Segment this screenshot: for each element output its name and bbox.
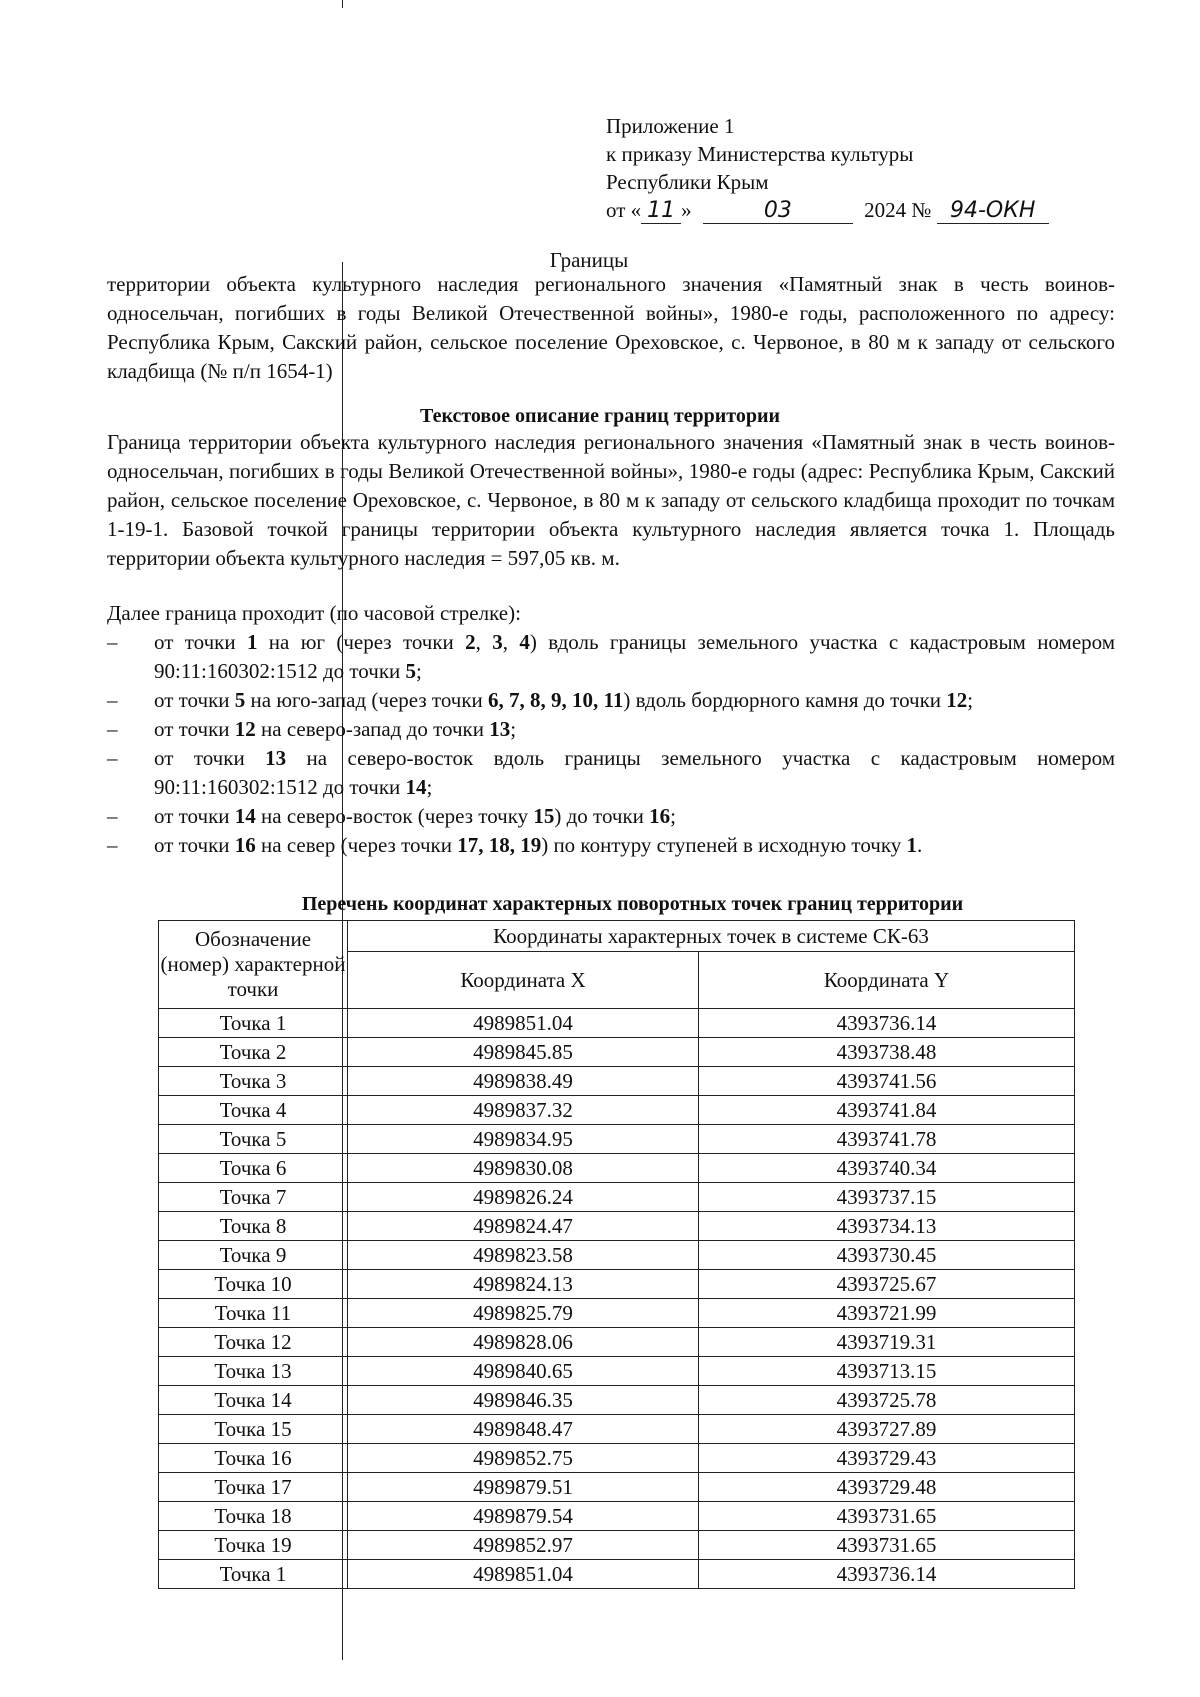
coord-x-cell: 4989826.24 xyxy=(348,1183,699,1212)
coord-y-cell: 4393731.65 xyxy=(699,1502,1075,1531)
date-mid: » xyxy=(681,198,692,222)
coord-x-cell: 4989837.32 xyxy=(348,1096,699,1125)
coord-y-cell: 4393727.89 xyxy=(699,1415,1075,1444)
table-row xyxy=(159,1386,1075,1415)
table-row xyxy=(159,1502,1075,1531)
scan-artifact-line xyxy=(342,0,343,8)
coord-y-cell: 4393713.15 xyxy=(699,1357,1075,1386)
appendix-header xyxy=(606,112,1049,224)
point-cell: Точка 1 xyxy=(159,1560,348,1589)
coord-y-cell: 4393730.45 xyxy=(699,1241,1075,1270)
coordinates-table-title: Перечень координат характерных поворотных точек границ территории xyxy=(301,893,964,915)
coord-y-cell: 4393729.48 xyxy=(699,1473,1075,1502)
point-cell: Точка 1 xyxy=(159,1009,348,1038)
table-row xyxy=(159,1560,1075,1589)
table-row xyxy=(159,1270,1075,1299)
order-reference: к приказу Министерства культуры xyxy=(606,142,914,166)
list-dash: – xyxy=(107,630,118,654)
route-item: – от точки 12 на северо-запад до точки 13; xyxy=(107,715,1115,744)
point-cell: Точка 7 xyxy=(159,1183,348,1212)
table-row xyxy=(159,1096,1075,1125)
table-row xyxy=(159,1154,1075,1183)
table-row xyxy=(159,1444,1075,1473)
order-day: 11 xyxy=(641,199,681,224)
coord-x-cell: 4989824.13 xyxy=(348,1270,699,1299)
table-row xyxy=(159,1125,1075,1154)
route-item: – от точки 13 на северо-восток вдоль границы земельного участка с кадастровым номером 90:11:160302:1512 до точки 14; xyxy=(107,746,1115,799)
list-dash: – xyxy=(107,717,118,741)
point-cell: Точка 8 xyxy=(159,1212,348,1241)
coord-x-cell: 4989830.08 xyxy=(348,1154,699,1183)
coord-y-cell: 4393719.31 xyxy=(699,1328,1075,1357)
route-item: – от точки 5 на юго-запад (через точки 6, 7, 8, 9, 10, 11) вдоль бордюрного камня до точки 12; xyxy=(107,686,1115,715)
coord-y-cell: 4393731.65 xyxy=(699,1531,1075,1560)
col-header-x: Координата X xyxy=(348,952,699,1009)
point-cell: Точка 6 xyxy=(159,1154,348,1183)
list-dash: – xyxy=(107,804,118,828)
coord-x-cell: 4989846.35 xyxy=(348,1386,699,1415)
coord-y-cell: 4393736.14 xyxy=(699,1009,1075,1038)
table-row xyxy=(159,1009,1075,1038)
coord-x-cell: 4989852.97 xyxy=(348,1531,699,1560)
route-list xyxy=(107,628,1115,860)
coord-y-cell: 4393741.78 xyxy=(699,1125,1075,1154)
route-item: – от точки 16 на север (через точки 17, 18, 19) по контуру ступеней в исходную точку 1. xyxy=(107,831,1115,860)
coord-y-cell: 4393729.43 xyxy=(699,1444,1075,1473)
point-cell: Точка 14 xyxy=(159,1386,348,1415)
date-prefix: от « xyxy=(606,198,642,222)
col-header-point: Обозначение (номер) характерной точки xyxy=(159,921,348,1009)
table-row xyxy=(159,1067,1075,1096)
coord-x-cell: 4989838.49 xyxy=(348,1067,699,1096)
coord-y-cell: 4393725.78 xyxy=(699,1386,1075,1415)
list-dash: – xyxy=(107,746,118,770)
coord-x-cell: 4989828.06 xyxy=(348,1328,699,1357)
point-cell: Точка 15 xyxy=(159,1415,348,1444)
point-cell: Точка 4 xyxy=(159,1096,348,1125)
point-cell: Точка 2 xyxy=(159,1038,348,1067)
order-year: 2024 № xyxy=(864,198,932,222)
coord-x-cell: 4989840.65 xyxy=(348,1357,699,1386)
table-row xyxy=(159,1038,1075,1067)
point-cell: Точка 18 xyxy=(159,1502,348,1531)
table-row xyxy=(159,1328,1075,1357)
order-date-number xyxy=(606,196,1049,224)
route-item: – от точки 14 на северо-восток (через точку 15) до точки 16; xyxy=(107,802,1115,831)
boundary-description: Граница территории объекта культурного наследия регионального значения «Памятный знак в честь воинов-односельчан, погибших в годы Великой Отечественной войны», 1980-е годы (адрес: Республика Крым, Сакский район, сельское поселение Ореховское, с. Червоное, в 80 м к западу от сельского кладбища проходит по точкам 1-19-1. Базовой точкой границы территории объекта культурного наследия является точка 1. Площадь территории объекта культурного наследия = 597,05 кв. м. xyxy=(107,430,1115,570)
coord-x-cell: 4989851.04 xyxy=(348,1009,699,1038)
coord-x-cell: 4989825.79 xyxy=(348,1299,699,1328)
order-month: 03 xyxy=(703,199,853,224)
coordinates-table xyxy=(158,920,1075,1589)
coord-y-cell: 4393741.56 xyxy=(699,1067,1075,1096)
coord-x-cell: 4989845.85 xyxy=(348,1038,699,1067)
point-cell: Точка 10 xyxy=(159,1270,348,1299)
coord-x-cell: 4989834.95 xyxy=(348,1125,699,1154)
appendix-label: Приложение 1 xyxy=(606,114,735,138)
coord-y-cell: 4393734.13 xyxy=(699,1212,1075,1241)
point-cell: Точка 17 xyxy=(159,1473,348,1502)
coord-y-cell: 4393740.34 xyxy=(699,1154,1075,1183)
coord-x-cell: 4989851.04 xyxy=(348,1560,699,1589)
coord-x-cell: 4989823.58 xyxy=(348,1241,699,1270)
coordinates-table-body xyxy=(159,1009,1075,1589)
coord-x-cell: 4989824.47 xyxy=(348,1212,699,1241)
text-description-title: Текстовое описание границ территории xyxy=(419,405,781,427)
table-row xyxy=(159,1531,1075,1560)
table-row xyxy=(159,1241,1075,1270)
coord-y-cell: 4393721.99 xyxy=(699,1299,1075,1328)
col-header-group: Координаты характерных точек в системе СК-63 xyxy=(348,921,1075,952)
coord-x-cell: 4989879.54 xyxy=(348,1502,699,1531)
point-cell: Точка 16 xyxy=(159,1444,348,1473)
coord-y-cell: 4393737.15 xyxy=(699,1183,1075,1212)
table-row xyxy=(159,1415,1075,1444)
coord-x-cell: 4989852.75 xyxy=(348,1444,699,1473)
republic-name: Республики Крым xyxy=(606,170,769,194)
list-dash: – xyxy=(107,688,118,712)
coord-y-cell: 4393725.67 xyxy=(699,1270,1075,1299)
point-cell: Точка 3 xyxy=(159,1067,348,1096)
table-row xyxy=(159,1299,1075,1328)
point-cell: Точка 9 xyxy=(159,1241,348,1270)
route-item: – от точки 1 на юг (через точки 2, 3, 4) вдоль границы земельного участка с кадастровым номером 90:11:160302:1512 до точки 5; xyxy=(107,630,1116,683)
table-row xyxy=(159,1473,1075,1502)
coord-y-cell: 4393738.48 xyxy=(699,1038,1075,1067)
coord-x-cell: 4989879.51 xyxy=(348,1473,699,1502)
table-row xyxy=(159,1183,1075,1212)
col-header-y: Координата Y xyxy=(699,952,1075,1009)
point-cell: Точка 19 xyxy=(159,1531,348,1560)
coord-y-cell: 4393736.14 xyxy=(699,1560,1075,1589)
point-cell: Точка 12 xyxy=(159,1328,348,1357)
document-title: Границы xyxy=(549,248,629,272)
route-intro: Далее граница проходит (по часовой стрелке): xyxy=(107,601,521,625)
coord-y-cell: 4393741.84 xyxy=(699,1096,1075,1125)
point-cell: Точка 11 xyxy=(159,1299,348,1328)
table-row xyxy=(159,1212,1075,1241)
coord-x-cell: 4989848.47 xyxy=(348,1415,699,1444)
point-cell: Точка 13 xyxy=(159,1357,348,1386)
order-number: 94-ОКН xyxy=(937,199,1049,224)
territory-intro: территории объекта культурного наследия регионального значения «Памятный знак в честь воинов-односельчан, погибших в годы Великой Отечественной войны», 1980-е годы, расположенного по адресу: Республика Крым, Сакский район, сельское поселение Ореховское, с. Червоное, в 80 м к западу от сельского кладбища (№ п/п 1654-1) xyxy=(107,272,1115,383)
table-row xyxy=(159,1357,1075,1386)
list-dash: – xyxy=(107,833,118,857)
point-cell: Точка 5 xyxy=(159,1125,348,1154)
